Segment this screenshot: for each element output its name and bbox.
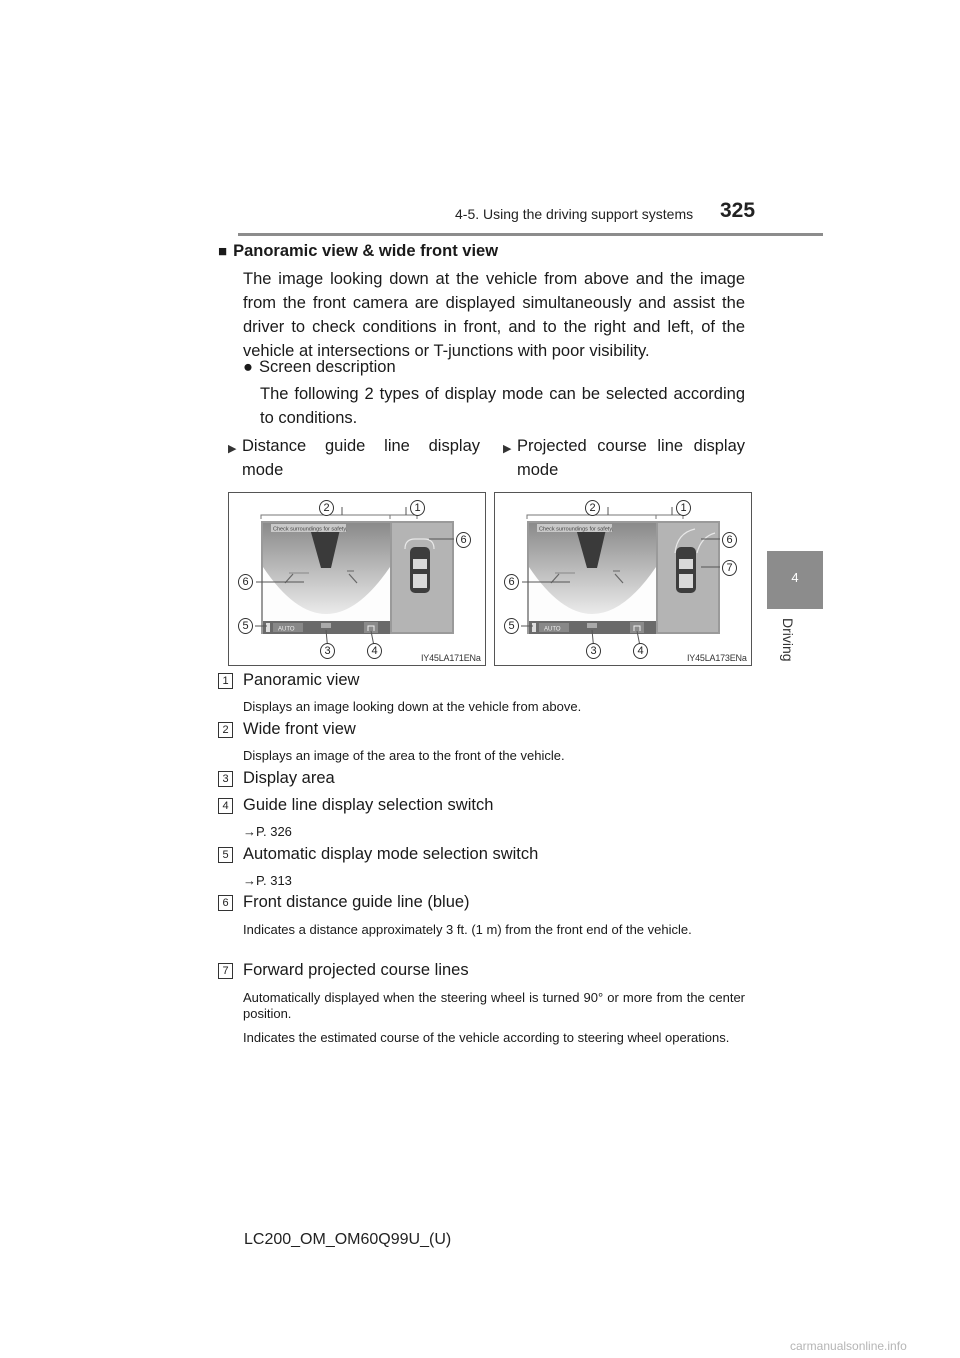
chapter-label: Driving — [780, 618, 796, 662]
bullet-paragraph: The following 2 types of display mode can be selected according to conditions. — [260, 385, 745, 427]
item-number-3: 3 — [218, 771, 233, 787]
display-area-icon — [587, 623, 597, 628]
auto-label: AUTO — [278, 626, 295, 633]
item-number-1: 1 — [218, 673, 233, 689]
page-number: 325 — [720, 199, 756, 222]
mode-caption-text: Projected course line display mode — [517, 437, 745, 479]
item-title-front-distance-guide-line: Front distance guide line (blue) — [243, 893, 470, 911]
item-title-auto-mode-switch: Automatic display mode selection switch — [243, 845, 539, 863]
callout-1: 1 — [676, 500, 691, 516]
screen-illustration — [229, 493, 485, 665]
callout-3: 3 — [586, 643, 601, 659]
callout-2: 2 — [319, 500, 334, 516]
circle-bullet-icon: ● — [243, 358, 253, 376]
item-number-2: 2 — [218, 722, 233, 738]
item-number-4: 4 — [218, 798, 233, 814]
bar-marker — [266, 623, 270, 632]
callout-6: 6 — [456, 532, 471, 548]
bracket-panoramic-view — [656, 515, 683, 519]
chapter-tab — [767, 551, 823, 609]
item-desc-front-distance-guide-line: Indicates a distance approximately 3 ft. (1 m) from the front end of the vehicle. — [243, 922, 692, 937]
item-title-wide-front-view: Wide front view — [243, 720, 356, 738]
auto-label: AUTO — [544, 626, 561, 633]
item-title-guide-line-switch: Guide line display selection switch — [243, 796, 494, 814]
item-ref-page-326: →P. 326 — [243, 824, 292, 839]
square-bullet-icon: ■ — [218, 243, 228, 260]
callout-4: 4 — [367, 643, 382, 659]
item-number-5: 5 — [218, 847, 233, 863]
bar-marker — [532, 623, 536, 632]
callout-7: 7 — [722, 560, 737, 576]
item-number-6: 6 — [218, 895, 233, 911]
item-desc-panoramic-view: Displays an image looking down at the vehicle from above. — [243, 699, 582, 714]
figure-code: IY45LA173ENa — [687, 653, 747, 663]
section-heading-text: Panoramic view & wide front view — [233, 242, 499, 260]
header-rule — [238, 233, 823, 236]
bullet-heading — [243, 358, 396, 377]
mode-caption-distance — [228, 434, 480, 482]
item-title-display-area: Display area — [243, 769, 335, 787]
item-title-panoramic-view: Panoramic view — [243, 671, 360, 689]
callout-6: 6 — [238, 574, 253, 590]
bracket-panoramic-view — [390, 515, 417, 519]
callout-6: 6 — [504, 574, 519, 590]
watermark: carmanualsonline.info — [790, 1339, 907, 1353]
callout-4: 4 — [633, 643, 648, 659]
item-ref-page-313: →P. 313 — [243, 873, 292, 888]
caution-text: Check surroundings for safety. — [273, 526, 348, 533]
figure-projected-course-mode — [494, 492, 752, 666]
callout-3: 3 — [320, 643, 335, 659]
section-heading — [218, 242, 498, 261]
running-header: 4-5. Using the driving support systems — [455, 206, 694, 222]
item-desc-projected-course-lines-2: Indicates the estimated course of the vehicle according to steering wheel operations. — [243, 1030, 730, 1045]
mode-caption-text: Distance guide line display mode — [242, 437, 480, 479]
screen-illustration — [495, 493, 751, 665]
display-area-icon — [321, 623, 331, 628]
intro-paragraph: The image looking down at the vehicle from above and the image from the front camera are displayed simultaneously and assist the driver to check conditions in front, and to the right and left, of the vehicle at intersections or T-junctions with poor visibility. — [243, 270, 745, 360]
item-title-projected-course-lines: Forward projected course lines — [243, 961, 469, 979]
triangle-arrow-icon: ▶ — [228, 443, 237, 455]
figure-code: IY45LA171ENa — [421, 653, 481, 663]
bullet-heading-text: Screen description — [258, 358, 396, 376]
figure-distance-guide-mode — [228, 492, 486, 666]
callout-2: 2 — [585, 500, 600, 516]
callout-1: 1 — [410, 500, 425, 516]
item-desc-wide-front-view: Displays an image of the area to the front of the vehicle. — [243, 748, 565, 763]
chapter-number: 4 — [791, 570, 799, 585]
item-number-7: 7 — [218, 963, 233, 979]
callout-6: 6 — [722, 532, 737, 548]
document-code: LC200_OM_OM60Q99U_(U) — [244, 1231, 452, 1248]
mode-caption-projected — [503, 434, 745, 482]
triangle-arrow-icon: ▶ — [503, 443, 512, 455]
item-desc-projected-course-lines: Automatically displayed when the steering wheel is turned 90° or more from the center position. — [243, 990, 745, 1021]
callout-5: 5 — [504, 618, 519, 634]
caution-text: Check surroundings for safety. — [539, 526, 614, 533]
callout-5: 5 — [238, 618, 253, 634]
